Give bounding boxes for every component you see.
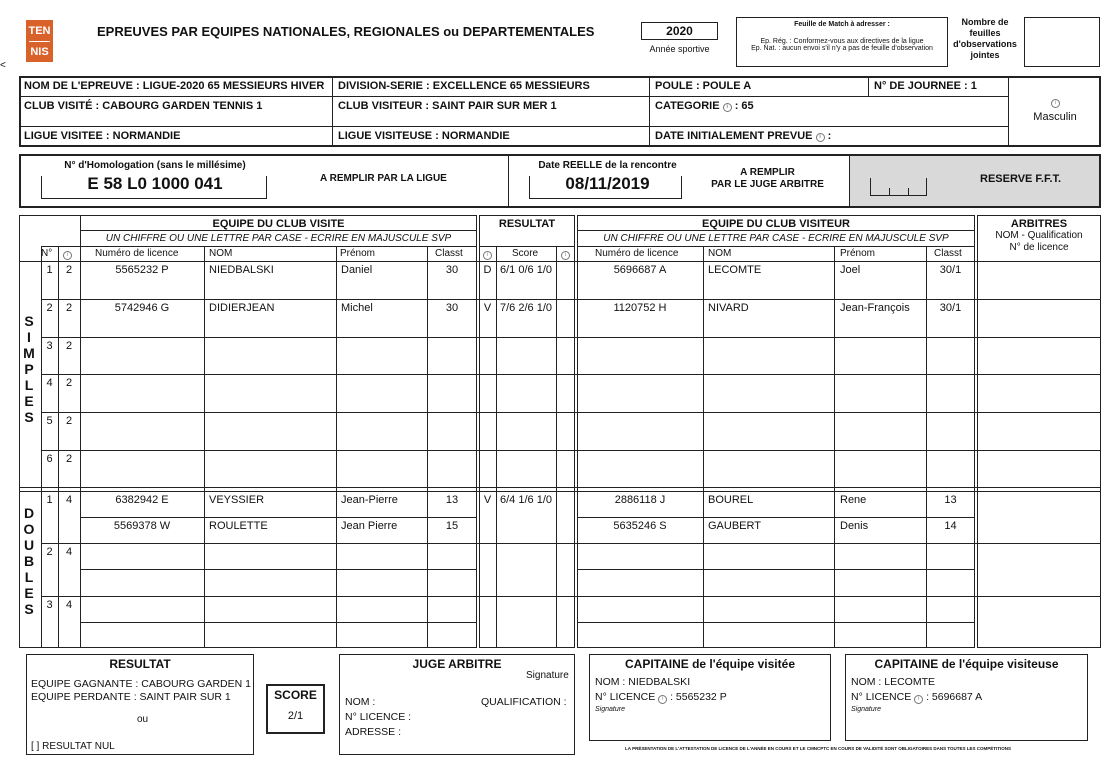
year-caption: Année sportive [649, 44, 710, 54]
simple-type: 2 [65, 264, 73, 276]
fft-logo [26, 20, 53, 62]
col-prenom: Prénom [340, 248, 376, 259]
double-licence: 6382942 E [115, 494, 169, 506]
simple-num: 1 [46, 264, 53, 276]
double-classt: 13 [445, 494, 459, 506]
info-icon: i [1051, 99, 1060, 108]
simple-num: 4 [46, 377, 53, 389]
cap-visitee-nom: NOM : NIEDBALSKI [595, 676, 691, 688]
ja-note [700, 167, 835, 191]
col-vprenom: Prénom [840, 248, 876, 259]
simple-res: D [483, 264, 492, 276]
footer-resultat-title: RESULTAT [109, 657, 171, 671]
homolog-label: N° d'Homologation (sans le millésime) [64, 160, 246, 171]
visiteur-instructions: UN CHIFFRE OU UNE LETTRE PAR CASE - ECRIRE EN MAJUSCULE SVP [603, 233, 949, 244]
double-nom: ROULETTE [209, 520, 268, 532]
double-licence: 5569378 W [113, 520, 171, 532]
arbitres-title: ARBITRES [1010, 218, 1068, 230]
simple-vlicence: 1120752 H [613, 302, 667, 314]
date-reelle-value: 08/11/2019 [565, 174, 650, 193]
simple-type: 2 [65, 340, 73, 352]
ja-adresse: ADRESSE : [345, 726, 402, 738]
simple-type: 2 [65, 453, 73, 465]
arbitres-sub2: N° de licence [1009, 242, 1069, 253]
date-prevue-label: DATE INITIALEMENT PREVUE [655, 130, 813, 142]
feuille-box [736, 17, 948, 67]
score-value: 2/1 [287, 710, 304, 722]
simple-nom: DIDIERJEAN [209, 302, 275, 314]
double-classt: 15 [445, 520, 459, 532]
info-icon: i [723, 103, 732, 112]
simple-licence: 5742946 G [114, 302, 170, 314]
categorie-field [655, 100, 754, 113]
ja-qualification: QUALIFICATION : [481, 696, 567, 708]
club-visiteur-field: CLUB VISITEUR : SAINT PAIR SUR MER 1 [338, 100, 557, 112]
visiteur-table [577, 215, 975, 648]
double-prenom: Jean Pierre [341, 520, 398, 532]
simple-score: 7/6 2/6 1/0 [500, 302, 552, 314]
col-classt: Classt [435, 248, 463, 259]
col-vlicence: Numéro de licence [595, 248, 679, 259]
simple-res: V [483, 302, 492, 314]
info-icon: i [561, 251, 570, 260]
col-vnom: NOM [708, 248, 732, 259]
ja-nom: NOM : [345, 696, 376, 708]
reserve-fft-label: RESERVE F.F.T. [980, 173, 1062, 185]
simple-num: 2 [46, 302, 53, 314]
simple-num: 3 [46, 340, 53, 352]
homolog-ligue-note: A REMPLIR PAR LA LIGUE [320, 173, 447, 184]
club-visite-field: CLUB VISITÉ : CABOURG GARDEN TENNIS 1 [24, 100, 263, 112]
resultat-nul[interactable]: [ ] RESULTAT NUL [31, 741, 115, 752]
double-nom: VEYSSIER [209, 494, 265, 506]
genre-field: Masculin [1033, 111, 1077, 123]
date-prevue-value: : [827, 130, 832, 142]
resultat-title: RESULTAT [498, 218, 556, 230]
double-vclasst: 14 [944, 520, 957, 532]
ligue-visiteuse-field: LIGUE VISITEUSE : NORMANDIE [338, 130, 510, 142]
categorie-value: : 65 [734, 100, 754, 112]
feuille-title: Feuille de Match à adresser : [794, 21, 890, 28]
homolog-value: E 58 L0 1000 041 [87, 174, 223, 193]
page-title: EPREUVES PAR EQUIPES NATIONALES, REGIONALES ou DEPARTEMENTALES [97, 24, 595, 39]
simple-vnom: LECOMTE [708, 264, 762, 276]
simple-num: 6 [46, 453, 53, 465]
arbitres-sub1: NOM - Qualification [995, 230, 1083, 241]
cap-visiteuse-licence [851, 691, 982, 704]
doubles-label: D O U B L E S [23, 505, 35, 617]
simple-vprenom: Jean-François [840, 302, 910, 314]
visiteur-title: EQUIPE DU CLUB VISITEUR [702, 218, 850, 230]
visite-title: EQUIPE DU CLUB VISITE [212, 218, 345, 230]
simple-nom: NIEDBALSKI [209, 264, 274, 276]
simple-type: 2 [65, 415, 73, 427]
double-type: 4 [65, 599, 73, 611]
col-score: Score [512, 248, 539, 259]
obs-label: Nombre de feuilles d'observations jointes [953, 17, 1017, 60]
simple-type: 2 [65, 377, 73, 389]
categorie-label: CATEGORIE [655, 100, 720, 112]
visite-instructions: UN CHIFFRE OU UNE LETTRE PAR CASE - ECRIRE EN MAJUSCULE SVP [105, 233, 452, 244]
cap-visiteuse-signature: Signature [851, 706, 881, 713]
poule-field: POULE : POULE A [655, 80, 752, 92]
double-num: 3 [46, 599, 53, 611]
simple-vnom: NIVARD [708, 302, 749, 314]
simple-type: 2 [65, 302, 73, 314]
cap-visitee-licence [595, 691, 727, 704]
corner-mark: < [0, 60, 6, 71]
feuille-line2: Ep. Nat. : aucun envoi s'il n'y a pas de feuille d'observation [751, 45, 933, 52]
simple-vlicence: 5696687 A [613, 264, 667, 276]
double-prenom: Jean-Pierre [341, 494, 398, 506]
double-num: 1 [46, 494, 53, 506]
legal-notice: LA PRÉSENTATION DE L'ATTESTATION DE LICENCE DE L'ANNÉE EN COURS ET LE CMNCPTC EN COURS DE VALIDITÉ SONT OBLIGATOIRES DANS TOUTES LES COMPÉTITIONS [625, 746, 1011, 751]
cap-visitee-lic-value: : 5565232 P [670, 691, 727, 703]
ja-licence: N° LICENCE : [345, 711, 412, 723]
logo-bottom: NIS [30, 46, 49, 58]
resultat-table [479, 215, 575, 648]
cap-visitee-title: CAPITAINE de l'équipe visitée [624, 657, 795, 671]
col-vclasst: Classt [934, 248, 962, 259]
epreuve-field: NOM DE L'EPREUVE : LIGUE-2020 65 MESSIEURS HIVER [24, 80, 325, 92]
simple-prenom: Daniel [341, 264, 373, 276]
double-score: 6/4 1/6 1/0 [500, 494, 552, 506]
date-prevue-field [655, 130, 831, 143]
double-vclasst: 13 [944, 494, 957, 506]
double-vnom: GAUBERT [708, 520, 761, 532]
simple-prenom: Michel [341, 302, 373, 314]
ligue-visitee-field: LIGUE VISITEE : NORMANDIE [24, 130, 181, 142]
reserve-boxes[interactable] [870, 178, 927, 196]
year-box: 2020 [641, 22, 718, 40]
feuille-line1: Ep. Rég. : Conformez-vous aux directives de la ligue [760, 38, 924, 45]
simple-licence: 5565232 P [115, 264, 169, 276]
division-field: DIVISION-SERIE : EXCELLENCE 65 MESSIEURS [338, 80, 590, 92]
simple-vclasst: 30/1 [939, 302, 962, 314]
double-vlicence: 5635246 S [613, 520, 667, 532]
double-vnom: BOUREL [708, 494, 754, 506]
ja-note-1: A REMPLIR [740, 167, 795, 178]
double-vprenom: Rene [840, 494, 867, 506]
cap-visiteuse-lic-label: N° LICENCE [851, 691, 912, 703]
double-vprenom: Denis [840, 520, 869, 532]
info-icon: i [658, 695, 667, 704]
simples-label: S I M P L E S [23, 313, 35, 425]
col-licence: Numéro de licence [95, 248, 179, 259]
double-type: 4 [65, 546, 73, 558]
info-icon: i [63, 251, 72, 260]
double-vlicence: 2886118 J [614, 494, 666, 506]
score-label: SCORE [274, 688, 317, 702]
double-res: V [483, 494, 492, 506]
double-type: 4 [65, 494, 73, 506]
journee-field: N° DE JOURNEE : 1 [874, 80, 977, 92]
simple-classt: 30 [445, 264, 459, 276]
logo-top: TEN [28, 25, 51, 37]
info-icon: i [816, 133, 825, 142]
col-nom: NOM [209, 248, 233, 259]
simple-vprenom: Joel [840, 264, 861, 276]
cap-visiteuse-title: CAPITAINE de l'équipe visiteuse [874, 657, 1059, 671]
visite-table [19, 215, 477, 648]
ou-label: ou [137, 714, 149, 725]
ja-note-2: PAR LE JUGE ARBITRE [711, 179, 824, 190]
info-icon: i [483, 251, 492, 260]
equipe-gagnante: EQUIPE GAGNANTE : CABOURG GARDEN 1 [31, 678, 251, 690]
simple-score: 6/1 0/6 1/0 [500, 264, 552, 276]
cap-visiteuse-lic-value: : 5696687 A [926, 691, 983, 703]
obs-count-box[interactable] [1024, 17, 1100, 67]
ja-signature: Signature [526, 670, 569, 681]
equipe-perdante: EQUIPE PERDANTE : SAINT PAIR SUR 1 [31, 691, 231, 703]
cap-visiteuse-nom: NOM : LECOMTE [851, 676, 936, 688]
cap-visitee-lic-label: N° LICENCE [595, 691, 656, 703]
info-icon: i [914, 695, 923, 704]
simple-num: 5 [46, 415, 53, 427]
simple-vclasst: 30/1 [939, 264, 962, 276]
date-reelle-label: Date REELLE de la rencontre [538, 160, 677, 171]
cap-visitee-signature: Signature [595, 706, 625, 713]
double-num: 2 [46, 546, 53, 558]
col-num: N° [41, 248, 53, 259]
simple-classt: 30 [445, 302, 459, 314]
ja-title: JUGE ARBITRE [412, 657, 502, 671]
arbitres-table [977, 215, 1101, 648]
